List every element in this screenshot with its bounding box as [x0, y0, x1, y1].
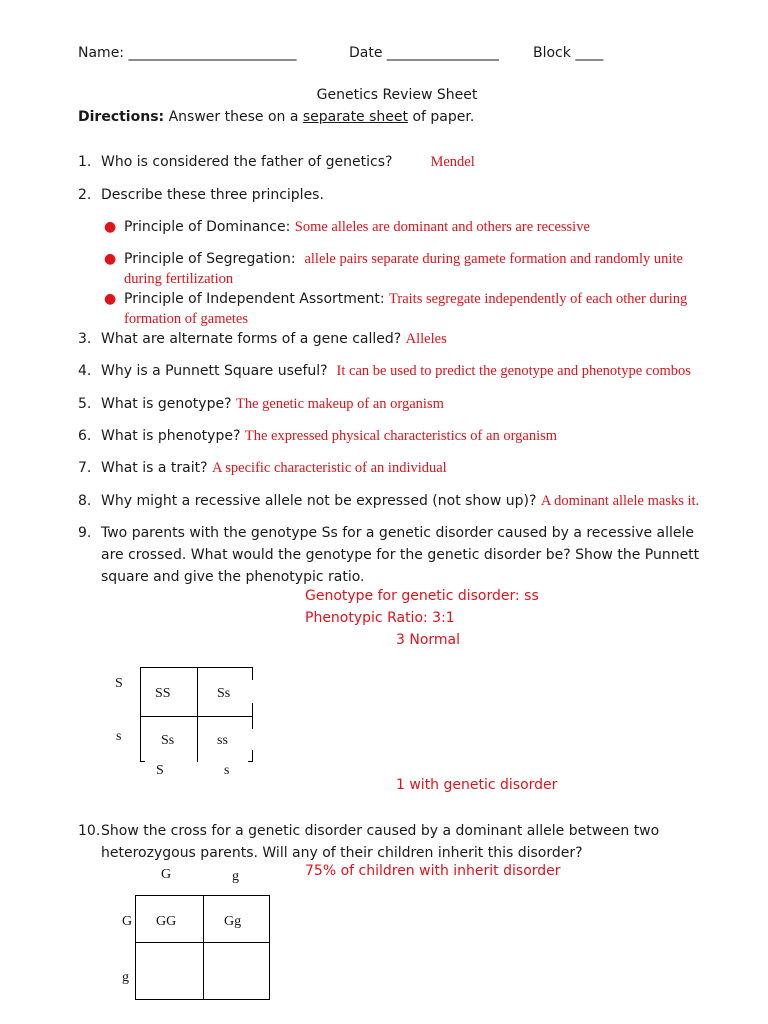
row-label: g: [122, 970, 129, 985]
punnett-cell: Ss: [161, 733, 175, 748]
col-label: G: [161, 867, 172, 882]
principle-segregation: [104, 249, 714, 289]
answer-text: A dominant allele masks it.: [540, 493, 700, 509]
question-number: 6.: [78, 428, 92, 444]
q9-genotype-answer: Genotype for genetic disorder: ss: [305, 588, 539, 604]
row-label: S: [115, 676, 123, 691]
principle-answer: Some alleles are dominant and others are recessive: [294, 219, 590, 235]
punnett-cell: GG: [156, 914, 177, 929]
question-text: What is a trait?: [101, 460, 208, 476]
question-text: Describe these three principles.: [101, 187, 324, 203]
block-field-label: Block ____: [533, 45, 604, 61]
principle-label: Principle of Independent Assortment:: [124, 291, 385, 307]
grid-line: [197, 667, 198, 762]
question-9: [78, 522, 718, 588]
question-text: What are alternate forms of a gene called?: [101, 331, 402, 347]
question-number: 8.: [78, 493, 92, 509]
question-text: Show the cross for a genetic disorder caused by a dominant allele between two heterozygous parents. Will any of their children inherit this disorder?: [101, 823, 660, 861]
principle-independent-assortment: [104, 289, 714, 329]
directions-colon: :: [158, 109, 165, 125]
question-7: [78, 457, 718, 479]
question-2: [78, 184, 718, 206]
principle-answer: allele pairs separate during gamete formation and randomly unite during fertilization: [124, 251, 683, 287]
grid-line: [140, 667, 141, 762]
q9-normal-count: 3 Normal: [396, 632, 461, 648]
directions-underlined: separate sheet: [302, 109, 409, 125]
question-number: 9.: [78, 525, 92, 541]
answer-text: The expressed physical characteristics of an organism: [244, 428, 558, 444]
grid-line: [135, 942, 270, 943]
bullet-icon: ●: [104, 291, 117, 307]
q9-ratio-answer: Phenotypic Ratio: 3:1: [305, 610, 455, 626]
grid-line: [140, 761, 145, 762]
question-4: [78, 360, 718, 382]
question-text: What is phenotype?: [101, 428, 241, 444]
grid-line: [203, 895, 204, 1000]
punnett-cell: ss: [217, 733, 228, 748]
col-label: g: [232, 869, 239, 884]
grid-line: [248, 761, 253, 762]
question-1: [78, 151, 718, 173]
question-number: 7.: [78, 460, 92, 476]
page-title: Genetics Review Sheet: [316, 87, 478, 103]
punnett-cell: SS: [155, 686, 171, 701]
directions-label: Directions: [78, 109, 159, 125]
answer-text: It can be used to predict the genotype and phenotype combos: [336, 363, 691, 379]
question-number: 10.: [78, 823, 101, 839]
question-text: Why is a Punnett Square useful?: [101, 363, 328, 379]
directions-text-after: of paper.: [408, 109, 475, 125]
answer-text: The genetic makeup of an organism: [235, 396, 444, 412]
question-6: [78, 425, 718, 447]
col-label: s: [224, 763, 230, 778]
question-text: Two parents with the genotype Ss for a genetic disorder caused by a recessive allele are crossed. What would the genotype for the genetic disorder be? Show the Punnett square and give the phenotypic ratio.: [101, 525, 700, 585]
q9-disorder-count: 1 with genetic disorder: [396, 777, 558, 793]
bullet-icon: ●: [104, 251, 117, 267]
question-text: Why might a recessive allele not be expressed (not show up)?: [101, 493, 537, 509]
question-number: 1.: [78, 154, 92, 170]
principle-label: Principle of Segregation:: [124, 251, 296, 267]
question-5: [78, 393, 718, 415]
grid-line: [252, 667, 253, 680]
col-label: S: [156, 763, 164, 778]
directions-text-before: Answer these on a: [164, 109, 303, 125]
answer-text: A specific characteristic of an individual: [211, 460, 447, 476]
question-3: [78, 328, 718, 350]
punnett-cell: Ss: [217, 686, 231, 701]
directions: [78, 109, 474, 125]
question-8: [78, 490, 718, 512]
principle-dominance: [104, 217, 714, 237]
question-number: 5.: [78, 396, 92, 412]
principle-answer: Traits segregate independently of each other during formation of gametes: [124, 291, 688, 327]
row-label: s: [116, 729, 122, 744]
principle-label: Principle of Dominance:: [124, 219, 291, 235]
row-label: G: [122, 914, 133, 929]
date-field-label: Date ________________: [349, 45, 499, 61]
grid-line: [252, 703, 253, 729]
question-number: 4.: [78, 363, 92, 379]
answer-text: Alleles: [405, 331, 447, 347]
question-text: Who is considered the father of genetics?: [101, 154, 393, 170]
question-text: What is genotype?: [101, 396, 232, 412]
name-field-label: Name: ________________________: [78, 45, 297, 61]
punnett-cell: Gg: [224, 914, 242, 929]
question-number: 3.: [78, 331, 92, 347]
answer-text: Mendel: [430, 154, 475, 170]
question-number: 2.: [78, 187, 92, 203]
q10-answer: 75% of children with inherit disorder: [305, 863, 561, 879]
bullet-icon: ●: [104, 219, 117, 235]
question-10: [78, 820, 718, 864]
